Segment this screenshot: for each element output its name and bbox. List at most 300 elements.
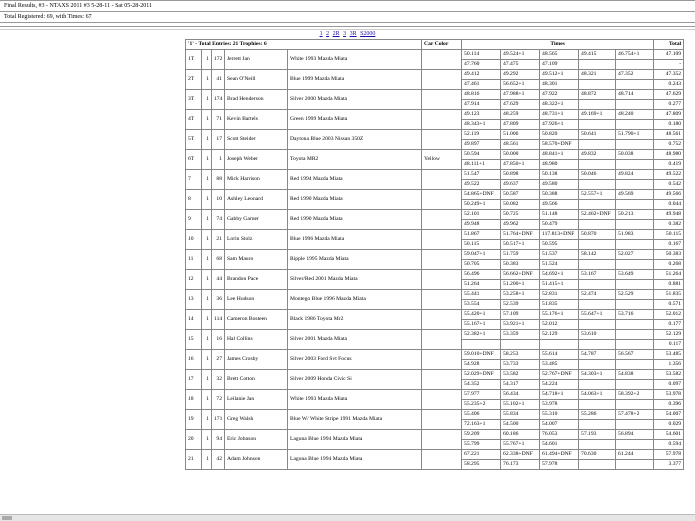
run-time-cell: 76.173: [501, 460, 540, 470]
class-link-3[interactable]: 3: [343, 31, 347, 37]
total-time-cell: 49.948: [654, 210, 684, 220]
run-time-cell: 48.731+1: [540, 110, 579, 120]
run-time-cell: 58.253: [501, 350, 540, 360]
run-time-cell: 54.601: [540, 440, 579, 450]
total-header: Total: [654, 40, 684, 50]
total-time-cell: 48.561: [654, 130, 684, 140]
run-time-cell: 55.767+1: [501, 440, 540, 450]
car-color-cell: Yellow: [422, 150, 462, 170]
car-color-cell: [422, 90, 462, 110]
class-links: [0, 30, 695, 38]
position-cell: 1T: [186, 50, 202, 70]
run-time-cell: 54.007: [540, 420, 579, 430]
run-time-cell: 56.567: [616, 350, 654, 360]
position-cell: 2T: [186, 70, 202, 90]
car-number-cell: 1: [212, 150, 225, 170]
car-description-cell: Blue 1999 Mazda Miata: [288, 70, 422, 90]
run-time-cell: 59.047+1: [462, 250, 501, 260]
car-color-cell: [422, 430, 462, 450]
run-time-cell: [616, 300, 654, 310]
run-time-cell: [616, 330, 654, 340]
time-diff-cell: 0.180: [654, 120, 684, 130]
time-diff-cell: 0.542: [654, 180, 684, 190]
run-time-cell: 56.652+1: [501, 80, 540, 90]
run-time-cell: 51.148: [540, 210, 579, 220]
position-cell: 17: [186, 370, 202, 390]
run-time-cell: 57.193: [579, 430, 616, 440]
car-number-cell: 174: [212, 90, 225, 110]
class-cell: 1: [202, 130, 212, 150]
table-row: [186, 150, 684, 160]
car-color-cell: [422, 350, 462, 370]
run-time-cell: 52.382+1: [462, 330, 501, 340]
car-number-cell: 27: [212, 350, 225, 370]
run-time-cell: 56.662+DNF: [501, 270, 540, 280]
run-time-cell: 48.322+1: [540, 100, 579, 110]
time-diff-cell: 0.268: [654, 260, 684, 270]
class-cell: 1: [202, 310, 212, 330]
run-time-cell: [616, 380, 654, 390]
run-time-cell: 54.865+DNF: [462, 190, 501, 200]
run-time-cell: [579, 120, 616, 130]
car-color-cell: [422, 450, 462, 470]
run-time-cell: [579, 360, 616, 370]
run-time-cell: 54.317: [501, 380, 540, 390]
car-color-header: Car Color: [422, 40, 462, 50]
class-link-s2000[interactable]: S2000: [360, 31, 376, 37]
driver-name-cell: James Crosby: [225, 350, 288, 370]
table-row: [186, 210, 684, 220]
class-cell: 1: [202, 290, 212, 310]
total-time-cell: 50.115: [654, 230, 684, 240]
total-time-cell: 49.522: [654, 170, 684, 180]
driver-name-cell: Brandon Pace: [225, 270, 288, 290]
run-time-cell: [579, 160, 616, 170]
table-row: [186, 230, 684, 240]
car-color-cell: [422, 310, 462, 330]
car-description-cell: Black 1986 Toyota Mr2: [288, 310, 422, 330]
run-time-cell: [579, 220, 616, 230]
driver-name-cell: Ashley Leonard: [225, 190, 288, 210]
run-time-cell: 47.988+1: [501, 90, 540, 100]
car-description-cell: White 1993 Mazda Miata: [288, 390, 422, 410]
run-time-cell: 50.046: [579, 170, 616, 180]
position-cell: 15: [186, 330, 202, 350]
run-time-cell: 50.115: [462, 240, 501, 250]
run-time-cell: 52.029+DNF: [462, 370, 501, 380]
total-time-cell: 54.601: [654, 430, 684, 440]
run-time-cell: [579, 180, 616, 190]
class-cell: 1: [202, 70, 212, 90]
run-time-cell: 53.167: [579, 270, 616, 280]
position-cell: 12: [186, 270, 202, 290]
run-time-cell: 53.582: [501, 370, 540, 380]
class-title: '1' - Total Entries: 21 Trophies: 6: [186, 40, 422, 50]
run-time-cell: [616, 420, 654, 430]
run-time-cell: [616, 320, 654, 330]
run-time-cell: 49.412: [462, 70, 501, 80]
run-time-cell: 50.641: [579, 130, 616, 140]
scrollbar-thumb[interactable]: [2, 516, 12, 520]
run-time-cell: [616, 220, 654, 230]
run-time-cell: [579, 80, 616, 90]
table-row: [186, 110, 684, 120]
run-time-cell: 50.479: [540, 220, 579, 230]
run-time-cell: [616, 120, 654, 130]
run-time-cell: 49.637: [501, 180, 540, 190]
table-row: [186, 310, 684, 320]
run-time-cell: 50.082: [501, 200, 540, 210]
results-header: [0, 0, 695, 30]
time-diff-cell: 0.571: [654, 300, 684, 310]
run-time-cell: [579, 380, 616, 390]
run-time-cell: [579, 340, 616, 350]
time-diff-cell: 0.396: [654, 400, 684, 410]
table-row: [186, 390, 684, 400]
table-row: [186, 410, 684, 420]
run-time-cell: 50.725: [501, 210, 540, 220]
run-time-cell: 53.716: [616, 310, 654, 320]
car-color-cell: [422, 130, 462, 150]
run-time-cell: 52.557+1: [579, 190, 616, 200]
car-description-cell: White 1993 Mazda Miata: [288, 50, 422, 70]
run-time-cell: 52.474: [579, 290, 616, 300]
car-color-cell: [422, 330, 462, 350]
class-cell: 1: [202, 270, 212, 290]
driver-name-cell: Joseph Weber: [225, 150, 288, 170]
car-number-cell: 171: [212, 410, 225, 430]
position-cell: 16: [186, 350, 202, 370]
class-link-2r[interactable]: 2R: [332, 31, 340, 37]
run-time-cell: 47.461: [462, 80, 501, 90]
driver-name-cell: Eric Johnson: [225, 430, 288, 450]
run-time-cell: 117.813+DNF: [540, 230, 579, 240]
car-color-cell: [422, 170, 462, 190]
run-time-cell: 48.321: [579, 70, 616, 80]
position-cell: 13: [186, 290, 202, 310]
time-diff-cell: 0.243: [654, 80, 684, 90]
car-number-cell: 94: [212, 430, 225, 450]
car-description-cell: Ripple 1995 Mazda Miata: [288, 250, 422, 270]
run-time-cell: 55.406: [462, 410, 501, 420]
total-time-cell: 52.012: [654, 310, 684, 320]
run-time-cell: [540, 340, 579, 350]
time-diff-cell: 0.277: [654, 100, 684, 110]
total-time-cell: 54.007: [654, 410, 684, 420]
run-time-cell: 50.383: [501, 260, 540, 270]
table-row: [186, 270, 684, 280]
total-time-cell: 53.485: [654, 350, 684, 360]
table-row: [186, 350, 684, 360]
run-time-cell: 47.809: [501, 120, 540, 130]
car-description-cell: Red 1990 Mazda Miata: [288, 190, 422, 210]
table-row: [186, 450, 684, 460]
run-time-cell: 62.338+DNF: [501, 450, 540, 460]
class-link-1[interactable]: 1: [319, 31, 323, 37]
run-time-cell: 48.714: [616, 90, 654, 100]
run-time-cell: 47.629: [501, 100, 540, 110]
time-diff-cell: 0.044: [654, 200, 684, 210]
driver-name-cell: Leilanie Jan: [225, 390, 288, 410]
results-table: [185, 39, 684, 470]
run-time-cell: 47.475: [501, 60, 540, 70]
run-time-cell: 50.587: [501, 190, 540, 200]
run-time-cell: 54.063+1: [579, 390, 616, 400]
run-time-cell: 46.754+1: [616, 50, 654, 60]
run-time-cell: [616, 260, 654, 270]
position-cell: 6T: [186, 150, 202, 170]
run-time-cell: 55.102+1: [501, 400, 540, 410]
total-time-cell: 47.109: [654, 50, 684, 60]
car-color-cell: [422, 210, 462, 230]
run-time-cell: 49.897: [462, 140, 501, 150]
driver-name-cell: Lee Hudson: [225, 290, 288, 310]
car-color-cell: [422, 190, 462, 210]
run-time-cell: 55.647+1: [579, 310, 616, 320]
run-time-cell: [616, 160, 654, 170]
run-time-cell: [616, 140, 654, 150]
time-diff-cell: 0.594: [654, 440, 684, 450]
run-time-cell: 49.292: [501, 70, 540, 80]
class-cell: 1: [202, 230, 212, 250]
run-time-cell: 56.434: [501, 390, 540, 400]
run-time-cell: 48.301: [540, 80, 579, 90]
total-time-cell: 50.383: [654, 250, 684, 260]
driver-name-cell: Scott Steider: [225, 130, 288, 150]
run-time-cell: 55.286: [579, 410, 616, 420]
run-time-cell: 54.352: [462, 380, 501, 390]
driver-name-cell: Kevin Bartels: [225, 110, 288, 130]
run-time-cell: [616, 80, 654, 90]
run-time-cell: 51.415+1: [540, 280, 579, 290]
car-description-cell: Red 1990 Mazda Miata: [288, 210, 422, 230]
position-cell: 4T: [186, 110, 202, 130]
car-number-cell: 71: [212, 110, 225, 130]
run-time-cell: 56.496: [462, 270, 501, 280]
run-time-cell: 49.962: [501, 220, 540, 230]
run-time-cell: 61.244: [616, 450, 654, 460]
run-time-cell: 52.012: [540, 320, 579, 330]
position-cell: 5T: [186, 130, 202, 150]
time-diff-cell: 0.419: [654, 160, 684, 170]
run-time-cell: 47.850+1: [501, 160, 540, 170]
run-time-cell: 55.167+1: [462, 320, 501, 330]
run-time-cell: 50.114: [462, 50, 501, 60]
total-time-cell: 47.352: [654, 70, 684, 80]
run-time-cell: [579, 420, 616, 430]
table-row: [186, 190, 684, 200]
car-description-cell: Silver 2009 Honda Civic Si: [288, 370, 422, 390]
total-time-cell: 47.629: [654, 90, 684, 100]
driver-name-cell: Jerrett Jan: [225, 50, 288, 70]
car-description-cell: Laguna Blue 1994 Mazda Miata: [288, 450, 422, 470]
run-time-cell: 48.561: [501, 140, 540, 150]
horizontal-scrollbar[interactable]: [0, 514, 695, 521]
run-time-cell: 49.832: [579, 150, 616, 160]
position-cell: 10: [186, 230, 202, 250]
driver-name-cell: Adam Johnson: [225, 450, 288, 470]
run-time-cell: 52.767+DNF: [540, 370, 579, 380]
run-time-cell: 49.123: [462, 110, 501, 120]
run-time-cell: 51.983: [616, 230, 654, 240]
driver-name-cell: Lorin Stolz: [225, 230, 288, 250]
class-cell: 1: [202, 370, 212, 390]
class-link-2[interactable]: 2: [326, 31, 330, 37]
run-time-cell: 52.119: [462, 130, 501, 140]
table-header-row: [186, 40, 684, 50]
run-time-cell: 48.816: [462, 90, 501, 100]
table-row: [186, 170, 684, 180]
run-time-cell: 76.053: [540, 430, 579, 440]
time-diff-cell: 3.377: [654, 460, 684, 470]
run-time-cell: [616, 340, 654, 350]
time-diff-cell: 0.029: [654, 420, 684, 430]
class-link-3r[interactable]: 3R: [349, 31, 357, 37]
run-time-cell: 55.614: [540, 350, 579, 360]
run-time-cell: [579, 460, 616, 470]
car-color-cell: [422, 270, 462, 290]
run-time-cell: 51.835: [540, 300, 579, 310]
time-diff-cell: 0.382: [654, 220, 684, 230]
run-time-cell: 51.764+DNF: [501, 230, 540, 240]
run-time-cell: [579, 440, 616, 450]
car-number-cell: 36: [212, 290, 225, 310]
class-cell: 1: [202, 170, 212, 190]
car-color-cell: [422, 70, 462, 90]
run-time-cell: 48.872: [579, 90, 616, 100]
run-time-cell: 72.163+1: [462, 420, 501, 430]
run-time-cell: [616, 360, 654, 370]
run-time-cell: 50.038: [616, 150, 654, 160]
class-cell: 1: [202, 430, 212, 450]
run-time-cell: 70.630: [579, 450, 616, 460]
car-number-cell: 10: [212, 190, 225, 210]
run-time-cell: 55.235+2: [462, 400, 501, 410]
run-time-cell: 52.101: [462, 210, 501, 220]
class-cell: 1: [202, 250, 212, 270]
run-time-cell: 53.649: [616, 270, 654, 280]
driver-name-cell: Mick Harrison: [225, 170, 288, 190]
position-cell: 7: [186, 170, 202, 190]
car-number-cell: 21: [212, 230, 225, 250]
run-time-cell: [579, 320, 616, 330]
run-time-cell: 57.977: [462, 390, 501, 400]
car-color-cell: [422, 410, 462, 430]
car-description-cell: Silver 2003 Ford Svt Focus: [288, 350, 422, 370]
run-time-cell: 51.537: [540, 250, 579, 260]
run-time-cell: 49.948: [462, 220, 501, 230]
driver-name-cell: Brad Henderson: [225, 90, 288, 110]
class-cell: 1: [202, 190, 212, 210]
run-time-cell: 51.264: [462, 280, 501, 290]
time-diff-cell: 0.097: [654, 380, 684, 390]
run-time-cell: 49.522: [462, 180, 501, 190]
car-description-cell: Daytona Blue 2003 Nissan 350Z: [288, 130, 422, 150]
run-time-cell: 50.594: [462, 150, 501, 160]
run-time-cell: [616, 400, 654, 410]
table-row: [186, 90, 684, 100]
run-time-cell: 57.478+2: [616, 410, 654, 420]
run-time-cell: [616, 60, 654, 70]
car-description-cell: Silver 2000 Mazda Miata: [288, 90, 422, 110]
run-time-cell: [579, 60, 616, 70]
run-time-cell: 51.790+1: [616, 130, 654, 140]
driver-name-cell: Sean O'Neill: [225, 70, 288, 90]
run-time-cell: 48.259: [501, 110, 540, 120]
car-number-cell: 44: [212, 270, 225, 290]
position-cell: 21: [186, 450, 202, 470]
run-time-cell: 50.517+1: [501, 240, 540, 250]
car-number-cell: 88: [212, 170, 225, 190]
run-time-cell: 49.524+1: [501, 50, 540, 60]
run-time-cell: [616, 200, 654, 210]
driver-name-cell: Cameron Bosteen: [225, 310, 288, 330]
run-time-cell: [501, 340, 540, 350]
run-time-cell: [616, 100, 654, 110]
run-time-cell: 47.760: [462, 60, 501, 70]
run-time-cell: 54.928: [462, 360, 501, 370]
run-time-cell: [579, 200, 616, 210]
run-time-cell: [579, 400, 616, 410]
run-time-cell: [616, 440, 654, 450]
run-time-cell: 49.824: [616, 170, 654, 180]
run-time-cell: 47.352: [616, 70, 654, 80]
run-time-cell: 48.841+1: [540, 150, 579, 160]
total-time-cell: 53.978: [654, 390, 684, 400]
run-time-cell: 54.718+1: [540, 390, 579, 400]
run-time-cell: 48.111+1: [462, 160, 501, 170]
run-time-cell: 54.303+1: [579, 370, 616, 380]
class-cell: 1: [202, 110, 212, 130]
run-time-cell: 49.512+1: [540, 70, 579, 80]
run-time-cell: [616, 240, 654, 250]
run-time-cell: 50.000: [501, 150, 540, 160]
time-diff-cell: 0.752: [654, 140, 684, 150]
position-cell: 20: [186, 430, 202, 450]
run-time-cell: 53.978: [540, 400, 579, 410]
run-time-cell: 48.240: [616, 110, 654, 120]
class-cell: 1: [202, 210, 212, 230]
run-time-cell: 58.295: [462, 460, 501, 470]
run-time-cell: 47.922: [540, 90, 579, 100]
car-color-cell: [422, 110, 462, 130]
car-description-cell: Toyota MR2: [288, 150, 422, 170]
class-cell: 1: [202, 350, 212, 370]
position-cell: 9: [186, 210, 202, 230]
run-time-cell: 49.569: [616, 190, 654, 200]
run-time-cell: 51.006: [501, 130, 540, 140]
driver-name-cell: Sam Mauro: [225, 250, 288, 270]
total-time-cell: 51.835: [654, 290, 684, 300]
run-time-cell: [579, 260, 616, 270]
run-time-cell: 50.138: [540, 170, 579, 180]
class-cell: 1: [202, 390, 212, 410]
total-time-cell: 48.980: [654, 150, 684, 160]
run-time-cell: 53.554: [462, 300, 501, 310]
run-time-cell: 48.565: [540, 50, 579, 60]
run-time-cell: 55.420+1: [462, 310, 501, 320]
run-time-cell: 51.867: [462, 230, 501, 240]
time-diff-cell: 0.167: [654, 240, 684, 250]
run-time-cell: 52.027: [616, 250, 654, 260]
car-description-cell: Laguna Blue 1994 Mazda Miata: [288, 430, 422, 450]
car-description-cell: Blue W/ White Stripe 1991 Mazda Miata: [288, 410, 422, 430]
run-time-cell: [579, 240, 616, 250]
class-cell: 1: [202, 410, 212, 430]
class-cell: 1: [202, 50, 212, 70]
time-diff-cell: 0.117: [654, 340, 684, 350]
car-number-cell: 32: [212, 370, 225, 390]
